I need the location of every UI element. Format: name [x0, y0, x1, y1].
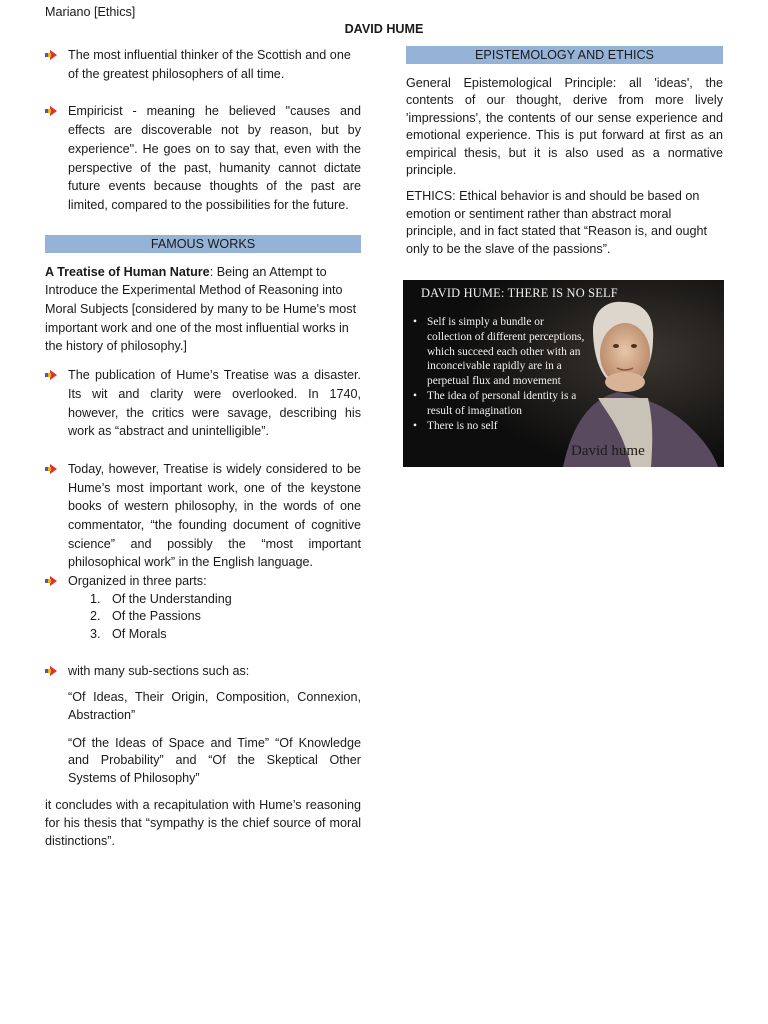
part-number: 3.	[90, 627, 101, 642]
slide-title: DAVID HUME: THERE IS NO SELF	[421, 286, 618, 300]
list-item	[45, 662, 361, 681]
part-item	[45, 608, 361, 626]
conclusion-paragraph: it concludes with a recapitulation with Hume’s reasoning for his thesis that “sympathy is the chief source of moral distinctions”.	[45, 798, 361, 848]
subsection-quote: “Of the Ideas of Space and Time” “Of Knowledge and Probability” and “Of the Skeptical Other Systems of Philosophy”	[68, 735, 361, 785]
slide-bullet-text: The idea of personal identity is a result of imagination	[427, 389, 577, 417]
slide-bullets	[413, 315, 589, 433]
section-heading-epistemology: EPISTEMOLOGY AND ETHICS	[406, 46, 723, 64]
arrow-bullet-icon	[45, 666, 57, 676]
slide-bullet	[413, 315, 589, 389]
right-column	[406, 46, 723, 258]
part-item	[45, 626, 361, 644]
bullet-text: Empiricist - meaning he believed "causes and effects are discoverable not by reason, but by experience". He goes on to say that, even with the perspective of the past, humanity cannot dictate future events because thoughts of the past are limited, compared to the possibilities for the future.	[68, 104, 361, 212]
slide-bullet-text: Self is simply a bundle or collection of different perceptions, which succeed each other with an inconceivable rapidly are in a perpetual flux and movement	[427, 316, 585, 388]
bullet-text: with many sub-sections such as:	[68, 663, 250, 678]
slide-signature: David hume	[571, 443, 645, 459]
part-label: Of the Passions	[112, 609, 201, 624]
list-item	[45, 46, 361, 83]
parts-list	[45, 591, 361, 644]
dot-bullet: •	[413, 419, 417, 432]
arrow-bullet-icon	[45, 370, 57, 380]
list-item	[45, 572, 361, 591]
list-item	[45, 460, 361, 572]
list-item	[45, 102, 361, 214]
part-number: 1.	[90, 591, 101, 606]
list-item	[45, 366, 361, 441]
part-label: Of Morals	[112, 627, 167, 642]
arrow-bullet-icon	[45, 576, 57, 586]
bullet-text: Organized in three parts:	[68, 574, 207, 589]
dot-bullet: •	[413, 316, 417, 328]
bullet-text: The most influential thinker of the Scottish and one of the greatest philosophers of all time.	[68, 48, 351, 81]
header-author: Mariano [Ethics]	[45, 5, 136, 19]
dot-bullet: •	[413, 389, 417, 402]
arrow-bullet-icon	[45, 464, 57, 474]
ethics-paragraph: ETHICS: Ethical behavior is and should be based on emotion or sentiment rather than abstract moral principle, and in fact stated that “Reason is, and ought only to be the slave of the passions”.	[406, 189, 708, 256]
treatise-description: : Being an Attempt to Introduce the Experimental Method of Reasoning into Moral Subjects [considered by many to be Hume's most important work and one of the most influential works in the history of philosophy.]	[45, 264, 357, 354]
part-item	[45, 591, 361, 609]
section-heading-famous-works: FAMOUS WORKS	[45, 235, 361, 253]
slide-bullet	[413, 389, 589, 419]
slide-bullet	[413, 419, 589, 434]
slide-bullet-text: There is no self	[427, 419, 498, 432]
arrow-bullet-icon	[45, 50, 57, 60]
subsection-quote: “Of Ideas, Their Origin, Composition, Connexion, Abstraction”	[68, 690, 361, 722]
bullet-text: The publication of Hume’s Treatise was a disaster. Its wit and clarity were overlooked. In 1740, however, the critics were savage, describing his work as “abstract and unintelligible”.	[68, 368, 361, 439]
treatise-paragraph	[45, 263, 361, 357]
treatise-title: A Treatise of Human Nature	[45, 264, 210, 279]
part-number: 2.	[90, 609, 101, 624]
page-title: DAVID HUME	[344, 22, 424, 36]
bullet-text: Today, however, Treatise is widely considered to be Hume’s most important work, one of the keystone books of western philosophy, in the words of one commentator, “the founding document of cognitive science” and possibly the “most important philosophical work” in the English language.	[68, 461, 361, 570]
part-label: Of the Understanding	[112, 591, 232, 606]
left-column	[45, 46, 361, 850]
arrow-bullet-icon	[45, 106, 57, 116]
hume-portrait-slide	[403, 280, 724, 467]
epistemology-paragraph: General Epistemological Principle: all 'ideas', the contents of our thought, derive from more lively 'impressions', the contents of our sense experience and emotional experience. This is put forward at first as an empirical thesis, but it is also used as a normative principle.	[406, 76, 723, 178]
